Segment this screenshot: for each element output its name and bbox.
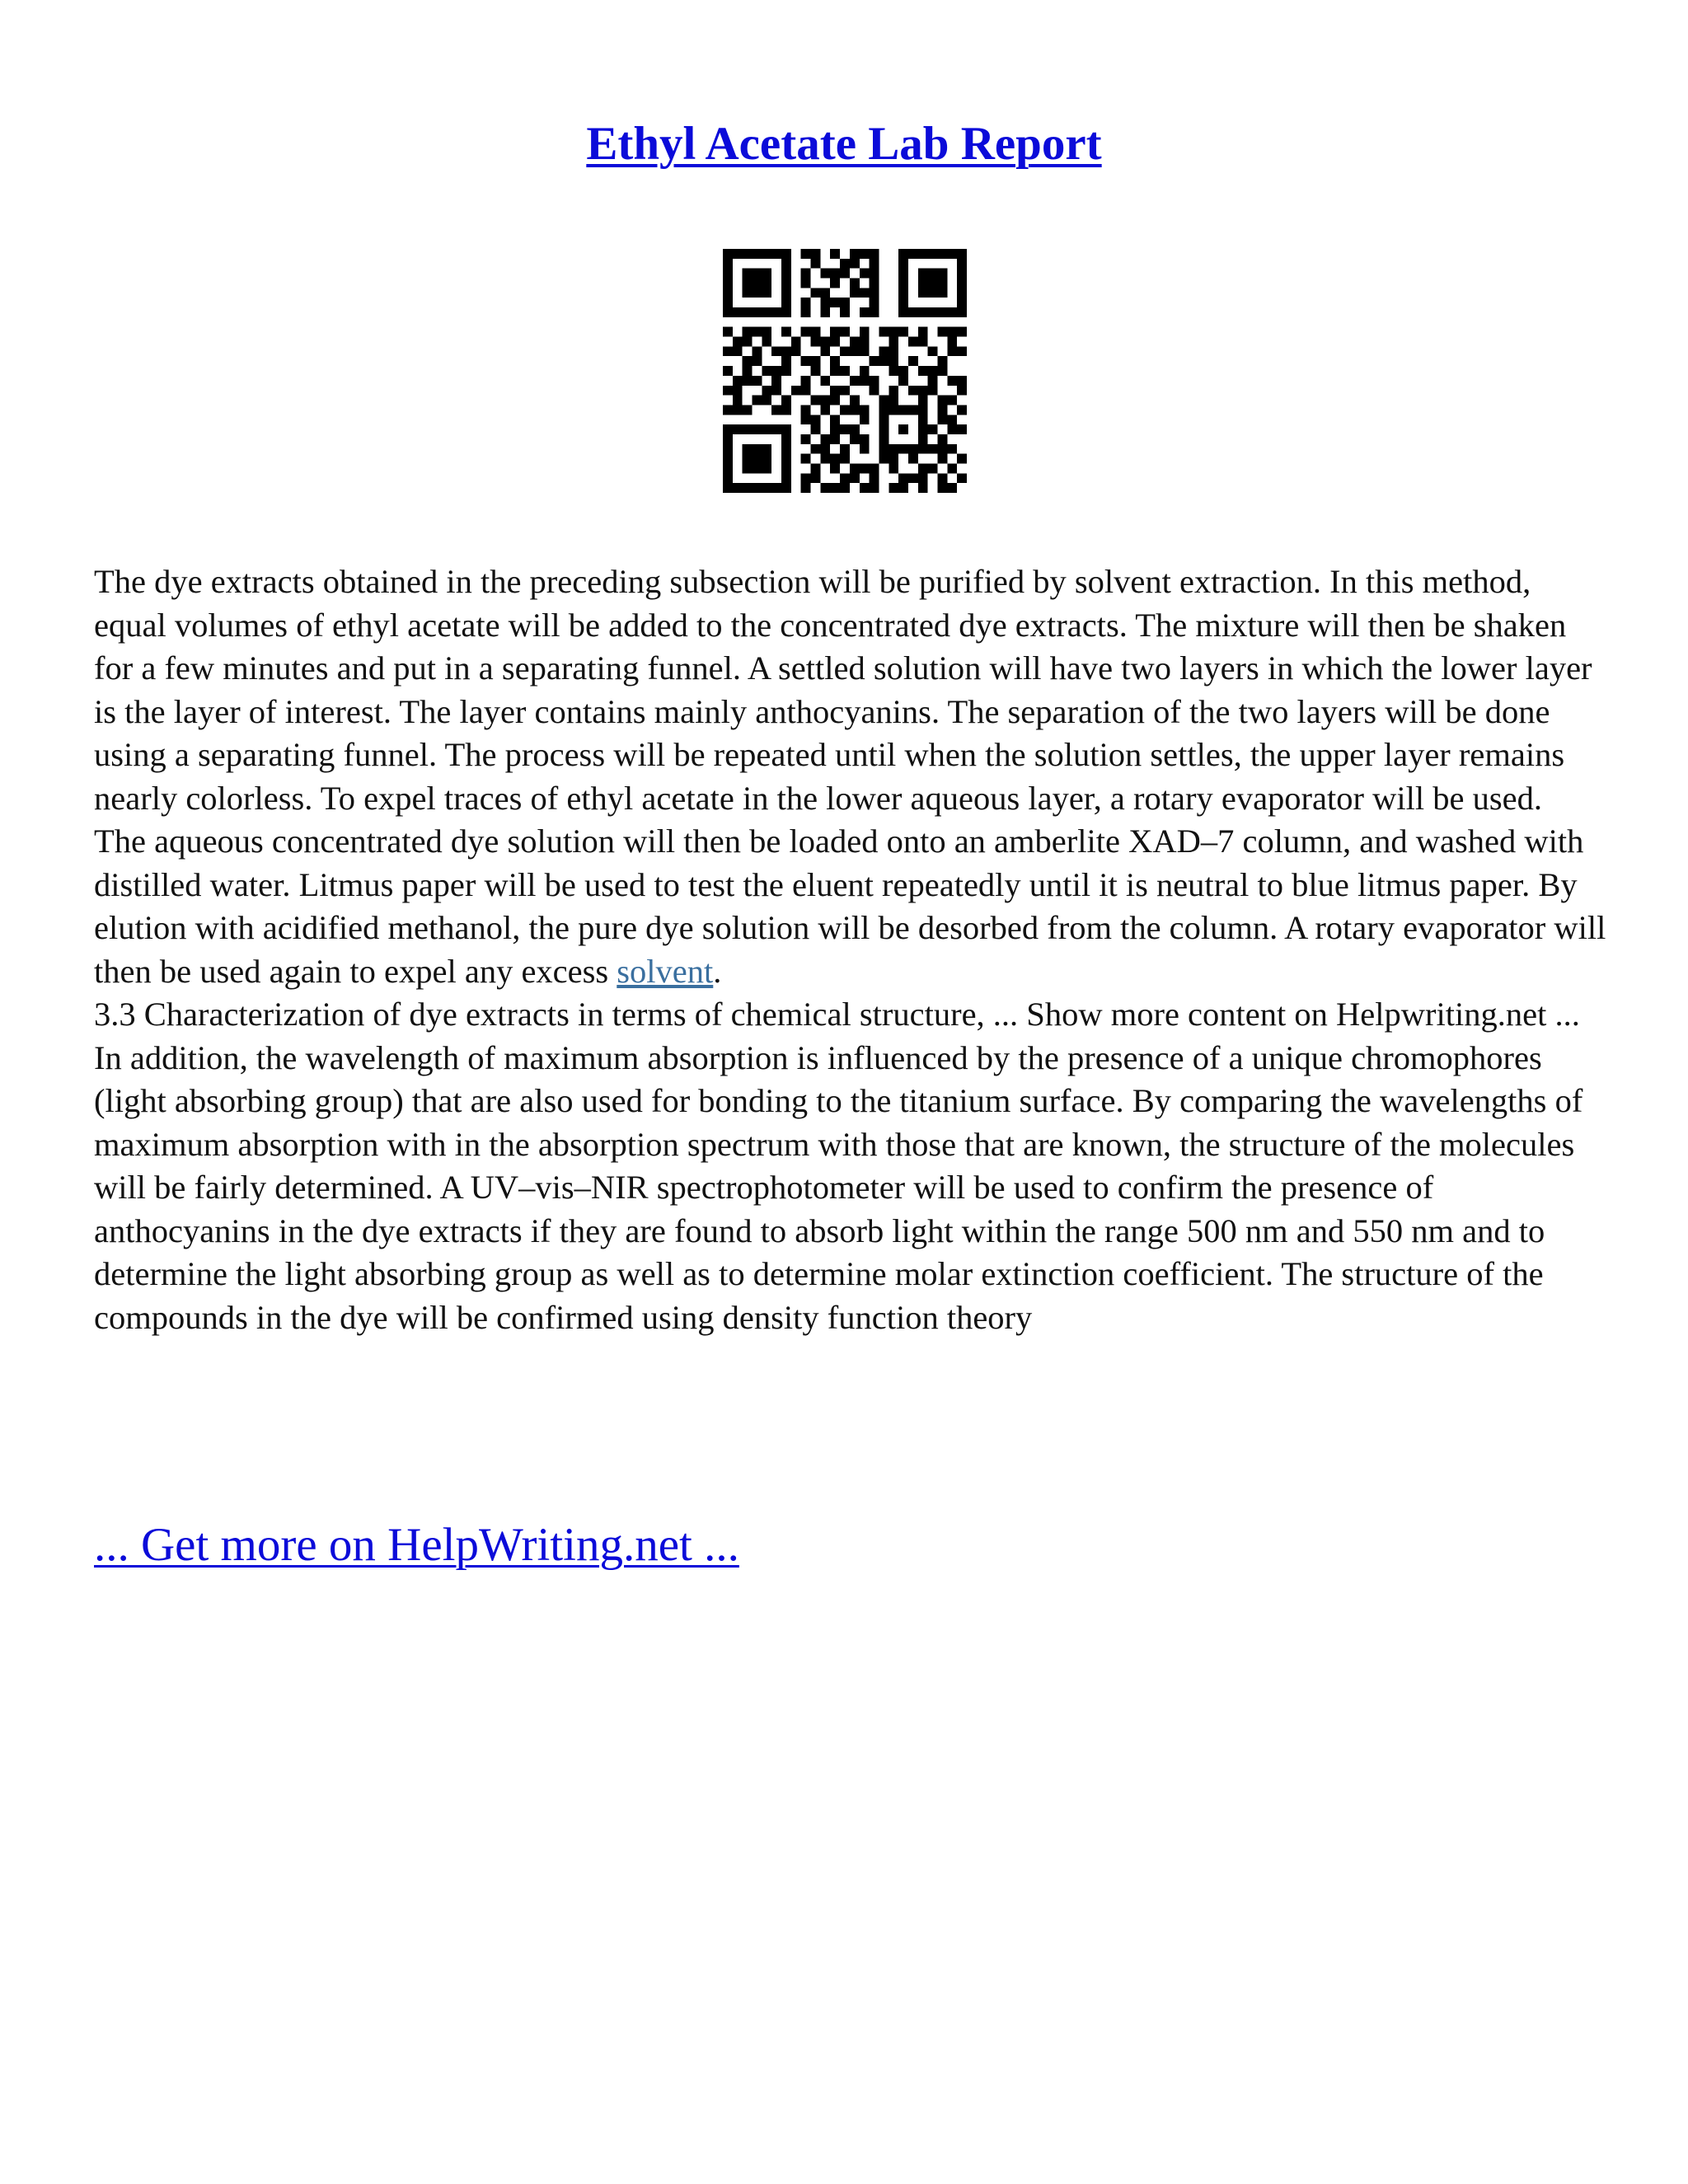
paragraph-solvent-extraction: The dye extracts obtained in the preceding subsection will be purified by solvent extraction. In this method, equal volumes of ethyl acetate will be added to the concentrated dye extracts. The mixture will then be shaken for a few minutes and put in a separating funnel. A settled solution will have two layers in which the lower layer is the layer of interest. The layer contains mainly anthocyanins. The separation of the two layers will be done using a separating funnel. The process will be repeated until when the solution settles, the upper layer remains nearly colorless. To expel traces of ethyl acetate in the lower aqueous layer, a rotary evaporator will be used.: [94, 563, 1592, 817]
qr-code-icon: [723, 249, 967, 493]
paragraph-absorption: In addition, the wavelength of maximum absorption is influenced by the presence of a unique chromophores (light absorbing group) that are also used for bonding to the titanium surface. By comparing the wavelengths of maximum absorption with in the absorption spectrum with those that are known, the structure of the molecules will be fairly determined. A UV–vis–NIR spectrophotometer will be used to confirm the presence of anthocyanins in the dye extracts if they are found to absorb light within the range 500 nm and 550 nm and to determine the light absorbing group as well as to determine molar extinction coefficient. The structure of the compounds in the dye will be confirmed using density function theory: [94, 1038, 1583, 1336]
paragraph-characterization-heading: 3.3 Characterization of dye extracts in terms of chemical structure, ... Show more content on Helpwriting.net ...: [94, 996, 1580, 1033]
paragraph-column-text: The aqueous concentrated dye solution will then be loaded onto an amberlite XAD–7 column, and washed with distilled water. Litmus paper will be used to test the eluent repeatedly until it is neutral to blue litmus paper. By elution with acidified methanol, the pure dye solution will be desorbed from the column. A rotary evaporator will then be used again to expel any excess: [94, 823, 1606, 990]
paragraph-column-purification: [94, 820, 1611, 993]
qr-code-graphic: [723, 249, 967, 493]
paragraph-column-end: .: [713, 952, 722, 990]
page-title: [0, 115, 1688, 173]
get-more-link[interactable]: ... Get more on HelpWriting.net ...: [94, 1519, 739, 1571]
solvent-link[interactable]: solvent: [617, 952, 714, 990]
report-body: [94, 560, 1611, 1339]
title-link[interactable]: Ethyl Acetate Lab Report: [586, 118, 1102, 170]
more-link-container: [94, 1516, 739, 1574]
